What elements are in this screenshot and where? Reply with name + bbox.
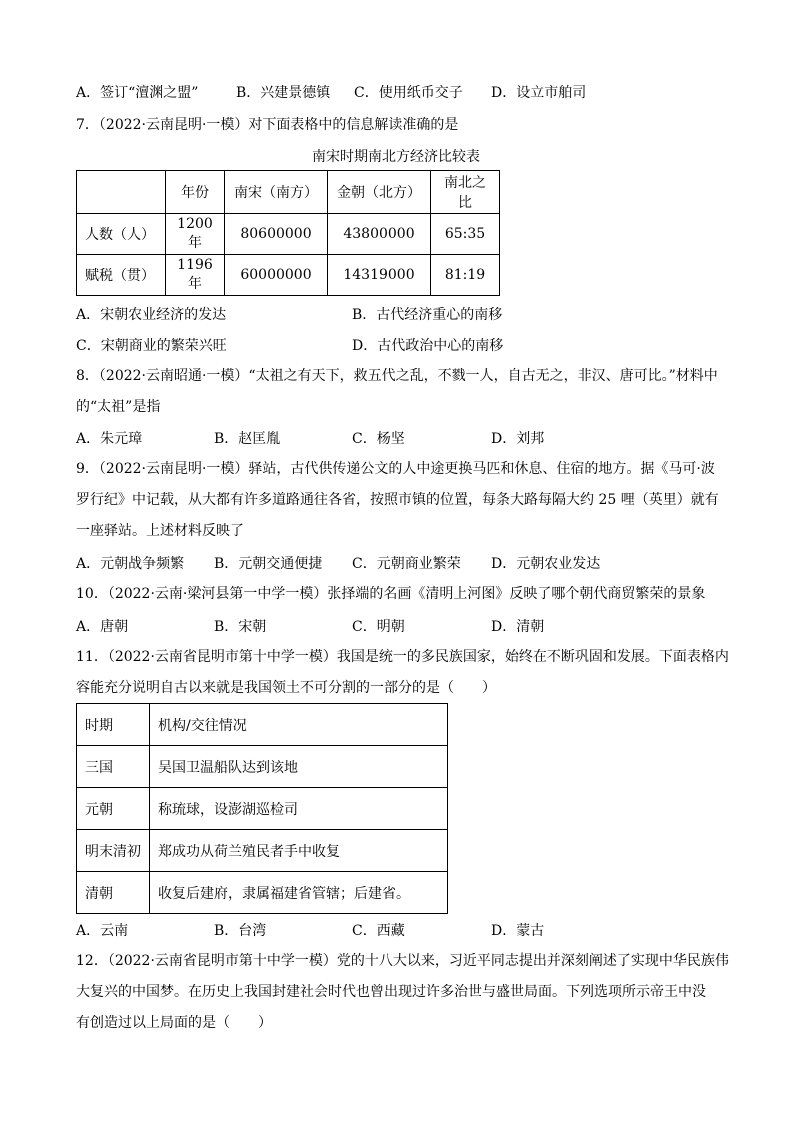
- q6-option-b: B．兴建景德镇: [236, 85, 331, 101]
- table-cell: 三国: [77, 746, 150, 788]
- q12-stem-line2: 大复兴的中国梦。在历史上我国封建社会时代也曾出现过许多治世与盛世局面。下列选项所示帝王中没: [76, 984, 706, 1000]
- table-cell: 元朝: [77, 788, 150, 830]
- q8-option-d: D．刘邦: [491, 431, 545, 447]
- table-header-cell: 南宋（南方）: [225, 171, 328, 214]
- q7-table-caption: 南宋时期南北方经济比较表: [312, 149, 480, 165]
- q8-options: [0, 428, 794, 448]
- q9-option-a: A．元朝战争频繁: [76, 556, 185, 572]
- table-row: [77, 788, 448, 830]
- q11-stem-line2: 容能充分说明自古以来就是我国领土不可分割的一部分的是（ ）: [76, 680, 496, 696]
- q9-stem-line1: 9．（2022·云南昆明·一模）驿站，古代供传递公文的人中途更换马匹和休息、住宿的地方。据《马可·波: [76, 461, 715, 477]
- table-cell: 赋税（贯）: [77, 255, 166, 296]
- table-cell: 清朝: [77, 872, 150, 914]
- q7-stem: 7．（2022·云南昆明·一模）对下面表格中的信息解读准确的是: [76, 117, 459, 133]
- q9-stem-line3: 一座驿站。上述材料反映了: [76, 523, 244, 539]
- q9-option-b: B．元朝交通便捷: [214, 556, 323, 572]
- table-cell: 1200 年: [166, 214, 225, 255]
- q8-option-c: C．杨坚: [352, 431, 405, 447]
- q7-option-a: A．宋朝农业经济的发达: [76, 307, 227, 323]
- q8-option-b: B．赵匡胤: [214, 431, 281, 447]
- table-cell: 60000000: [225, 255, 328, 296]
- q7-table: [76, 170, 500, 296]
- table-cell: 1196 年: [166, 255, 225, 296]
- table-cell: 80600000: [225, 214, 328, 255]
- q11-table: [76, 703, 448, 914]
- q11-option-d: D．蒙古: [491, 923, 545, 939]
- q10-option-c: C．明朝: [352, 619, 405, 635]
- q8-stem-line2: 的“太祖”是指: [76, 399, 161, 415]
- table-cell: 65:35: [431, 214, 500, 255]
- table-cell: 吴国卫温船队达到该地: [150, 746, 448, 788]
- q9-option-c: C．元朝商业繁荣: [352, 556, 461, 572]
- q6-option-c: C．使用纸币交子: [354, 85, 463, 101]
- table-row: [77, 171, 500, 214]
- q9-options: [0, 553, 794, 573]
- q6-option-d: D．设立市舶司: [491, 85, 587, 101]
- table-cell: 郑成功从荷兰殖民者手中收复: [150, 830, 448, 872]
- table-cell: 收复后建府，隶属福建省管辖；后建省。: [150, 872, 448, 914]
- table-header-cell: 金朝（北方）: [328, 171, 431, 214]
- table-header-cell: 南北之比: [431, 171, 500, 214]
- q7-option-d: D．古代政治中心的南移: [352, 338, 504, 354]
- q8-stem-line1: 8．（2022·云南昭通·一模）“太祖之有天下，救五代之乱，不戮一人，自古无之，非汉、唐可比。”材料中: [76, 368, 718, 384]
- table-cell: 81:19: [431, 255, 500, 296]
- q10-option-d: D．清朝: [491, 619, 545, 635]
- table-row: [77, 214, 500, 255]
- q12-stem-line3: 有创造过以上局面的是（ ）: [76, 1015, 272, 1031]
- q10-stem: 10．（2022·云南·梁河县第一中学一模）张择端的名画《清明上河图》反映了哪个朝代商贸繁荣的景象: [76, 586, 706, 602]
- q10-options: [0, 616, 794, 636]
- q11-option-a: A．云南: [76, 923, 129, 939]
- table-cell: 43800000: [328, 214, 431, 255]
- table-cell: 时期: [77, 704, 150, 746]
- table-header-cell: [77, 171, 166, 214]
- q6-option-a: A．签订“澶渊之盟”: [76, 85, 199, 101]
- table-cell: 明末清初: [77, 830, 150, 872]
- table-row: [77, 255, 500, 296]
- q10-option-a: A．唐朝: [76, 619, 129, 635]
- q9-option-d: D．元朝农业发达: [491, 556, 601, 572]
- table-cell: 称琉球，设澎湖巡检司: [150, 788, 448, 830]
- q7-option-b: B．古代经济重心的南移: [352, 307, 503, 323]
- q12-stem-line1: 12．（2022·云南省昆明市第十中学一模）党的十八大以来，习近平同志提出并深刻阐述了实现中华民族伟: [76, 953, 729, 969]
- q10-option-b: B．宋朝: [214, 619, 267, 635]
- table-cell: 14319000: [328, 255, 431, 296]
- table-row: [77, 830, 448, 872]
- q8-option-a: A．朱元璋: [76, 431, 143, 447]
- q7-option-c: C．宋朝商业的繁荣兴旺: [76, 338, 227, 354]
- table-row: [77, 872, 448, 914]
- table-cell: 机构/交往情况: [150, 704, 448, 746]
- q6-options: [0, 82, 794, 102]
- table-cell: 人数（人）: [77, 214, 166, 255]
- table-header-cell: 年份: [166, 171, 225, 214]
- table-row: [77, 746, 448, 788]
- q9-stem-line2: 罗行纪》中记载，从大都有许多道路通往各省，按照市镇的位置，每条大路每隔大约 25 哩（英里）就有: [76, 492, 719, 508]
- q11-stem-line1: 11．（2022·云南省昆明市第十中学一模）我国是统一的多民族国家，始终在不断巩固和发展。下面表格内: [76, 649, 729, 665]
- q11-option-b: B．台湾: [214, 923, 267, 939]
- q11-options: [0, 920, 794, 940]
- table-row: [77, 704, 448, 746]
- q11-option-c: C．西藏: [352, 923, 405, 939]
